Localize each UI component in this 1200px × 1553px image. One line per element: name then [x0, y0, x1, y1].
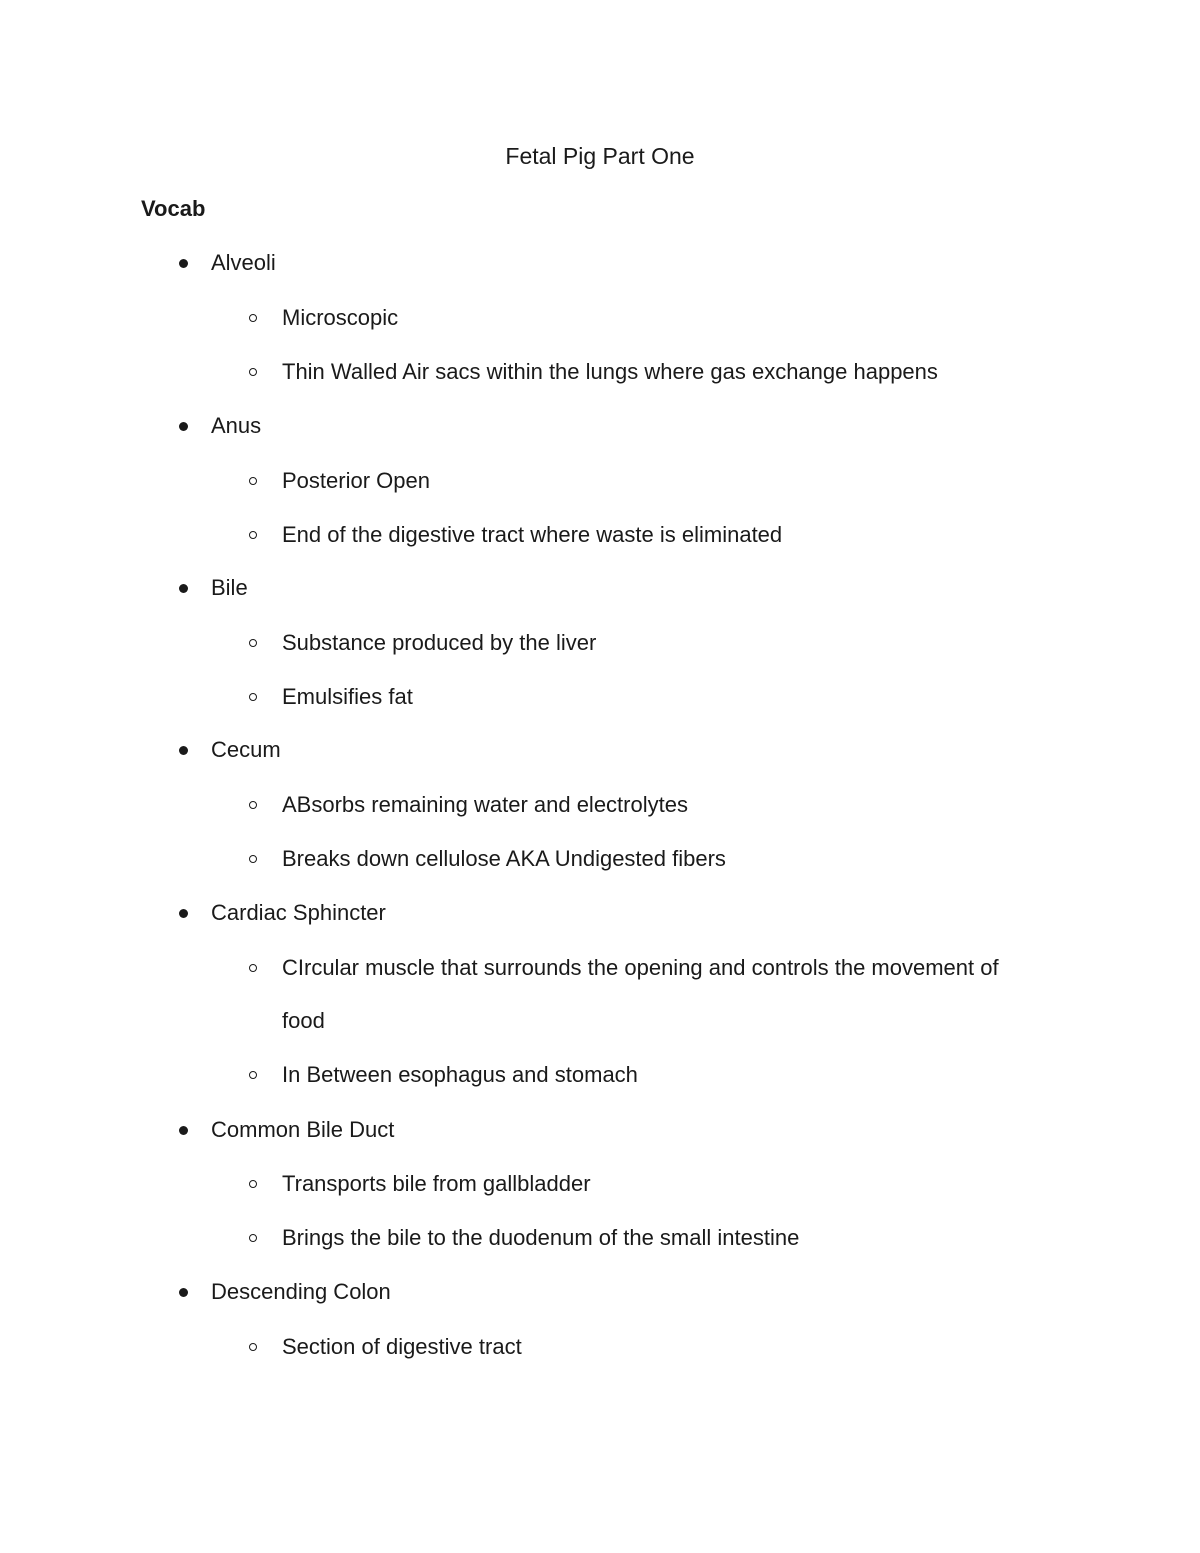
vocab-definition: Posterior Open: [282, 468, 430, 493]
circle-bullet-icon: [249, 855, 257, 863]
vocab-definition: In Between esophagus and stomach: [282, 1062, 638, 1087]
circle-bullet-icon: [249, 368, 257, 376]
circle-bullet-icon: [249, 1234, 257, 1242]
circle-bullet-icon: [249, 964, 257, 972]
disc-bullet-icon: [179, 1288, 188, 1297]
disc-bullet-icon: [179, 746, 188, 755]
vocab-term: Cecum: [211, 737, 281, 762]
circle-bullet-icon: [249, 801, 257, 809]
disc-bullet-icon: [179, 259, 188, 268]
vocab-definition: Section of digestive tract: [282, 1334, 522, 1359]
vocab-term: Descending Colon: [211, 1279, 391, 1304]
vocab-definition: ABsorbs remaining water and electrolytes: [282, 792, 688, 817]
circle-bullet-icon: [249, 1180, 257, 1188]
circle-bullet-icon: [249, 1071, 257, 1079]
disc-bullet-icon: [179, 1126, 188, 1135]
vocab-definition: CIrcular muscle that surrounds the opening and controls the movement of: [282, 955, 999, 980]
vocab-definition: Emulsifies fat: [282, 684, 413, 709]
circle-bullet-icon: [249, 314, 257, 322]
vocab-term: Anus: [211, 413, 262, 438]
disc-bullet-icon: [179, 422, 188, 431]
vocab-term: Cardiac Sphincter: [211, 900, 386, 925]
section-heading: Vocab: [141, 196, 206, 221]
disc-bullet-icon: [179, 584, 188, 593]
circle-bullet-icon: [249, 1343, 257, 1351]
vocab-definition: Microscopic: [282, 305, 399, 330]
vocab-definition: Breaks down cellulose AKA Undigested fibers: [282, 846, 726, 871]
document-title: Fetal Pig Part One: [505, 143, 695, 169]
circle-bullet-icon: [249, 477, 257, 485]
vocab-term: Bile: [211, 575, 248, 600]
vocab-definition: End of the digestive tract where waste is eliminated: [282, 522, 783, 547]
circle-bullet-icon: [249, 693, 257, 701]
circle-bullet-icon: [249, 639, 257, 647]
vocab-definition: Thin Walled Air sacs within the lungs where gas exchange happens: [282, 359, 938, 384]
vocab-definition-continuation: food: [282, 1008, 325, 1033]
vocab-term: Alveoli: [211, 250, 276, 275]
circle-bullet-icon: [249, 531, 257, 539]
vocab-definition: Brings the bile to the duodenum of the small intestine: [282, 1225, 800, 1250]
vocab-definition: Transports bile from gallbladder: [282, 1171, 591, 1196]
vocab-term: Common Bile Duct: [211, 1117, 395, 1142]
vocab-definition: Substance produced by the liver: [282, 630, 597, 655]
disc-bullet-icon: [179, 909, 188, 918]
